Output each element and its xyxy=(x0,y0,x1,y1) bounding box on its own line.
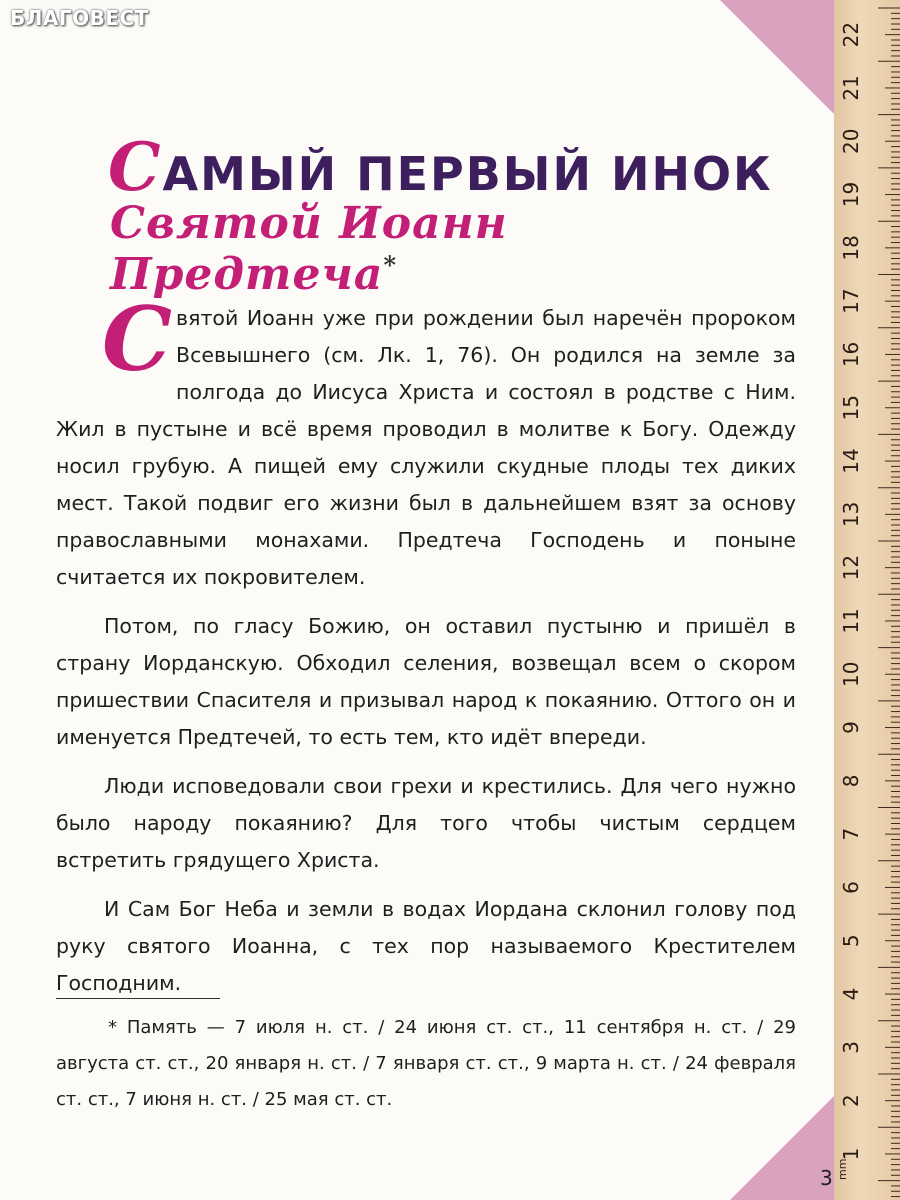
measuring-ruler xyxy=(834,0,900,1200)
paragraph: Люди исповедовали свои грехи и крестились. Для чего нужно было народу покаянию? Для того чтобы чистым сердцем встретить грядущего Христа. xyxy=(56,774,796,872)
ruler-number: 5 xyxy=(839,934,863,948)
paragraph: Святой Иоанн уже при рождении был наречён пророком Всевышнего (см. Лк. 1, 76). Он родился на земле за полгода до Иисуса Христа и состоял в родстве с Ним. Жил в пустыне и всё время проводил в молитве к Богу. Одежду носил грубую. А пищей ему служили скудные плоды тех диких мест. Такой подвиг его жизни был в дальнейшем взят за основу православными монахами. Предтеча Господень и поныне считается их покровителем. xyxy=(56,287,796,589)
ruler-number: 1 xyxy=(839,1147,863,1161)
ruler-number: 14 xyxy=(839,448,863,474)
footnote-divider xyxy=(56,998,220,999)
watermark: БЛАГОВЕСТ xyxy=(10,6,149,30)
ruler-number: 17 xyxy=(839,288,863,314)
paragraph: И Сам Бог Неба и земли в водах Иордана склонил голову под руку святого Иоанна, с тех пор называемого Крестителем Господним. xyxy=(56,897,796,995)
ruler-number: 2 xyxy=(839,1094,863,1108)
ruler-number: 3 xyxy=(839,1040,863,1054)
paragraph: Потом, по гласу Божию, он оставил пустыню и пришёл в страну Иорданскую. Обходил селения, возвещал всем о скором пришествии Спасителя и призывал народ к покаянию. Оттого он и именуется Предтечей, то есть тем, кто идёт впереди. xyxy=(56,614,796,749)
title-rest: АМЫЙ ПЕРВЫЙ ИНОК xyxy=(162,147,773,201)
ruler-number: 18 xyxy=(839,235,863,261)
corner-decoration-top xyxy=(720,0,840,120)
ruler-number: 15 xyxy=(839,395,863,421)
ruler-number: 7 xyxy=(839,827,863,841)
ruler-number: 21 xyxy=(839,75,863,101)
page-subtitle xyxy=(110,198,810,300)
footnote xyxy=(56,1010,796,1118)
ruler-number: 8 xyxy=(839,774,863,788)
body-text xyxy=(56,287,796,1014)
subtitle-text: Святой Иоанн Предтеча xyxy=(110,198,508,300)
ruler-number: 10 xyxy=(839,661,863,687)
ruler-scale xyxy=(834,0,900,1200)
footnote-marker: * xyxy=(383,250,398,280)
ruler-number: 22 xyxy=(839,21,863,48)
ruler-number: 12 xyxy=(839,554,863,581)
ruler-number: 16 xyxy=(839,341,863,368)
ruler-number: 20 xyxy=(839,128,863,154)
footnote-text: * Память — 7 июля н. ст. / 24 июня ст. ст., 11 сентября н. ст. / 29 августа ст. ст., 20 января н. ст. / 7 января ст. ст., 9 марта н. ст. / 24 февраля ст. ст., 7 июня н. ст. / 25 мая ст. ст. xyxy=(56,1017,796,1110)
page-title xyxy=(108,128,808,206)
ruler-number: 9 xyxy=(839,721,863,734)
page-number: 3 xyxy=(820,1166,833,1190)
ruler-number: 11 xyxy=(839,608,863,634)
ruler-number: 4 xyxy=(839,987,863,1001)
ruler-number: 13 xyxy=(839,501,863,528)
drop-cap: С xyxy=(102,287,173,391)
ruler-number: 6 xyxy=(839,881,863,894)
title-initial: С xyxy=(108,128,163,206)
ruler-number: 19 xyxy=(839,181,863,208)
ruler-unit-label: mm xyxy=(836,1158,849,1180)
